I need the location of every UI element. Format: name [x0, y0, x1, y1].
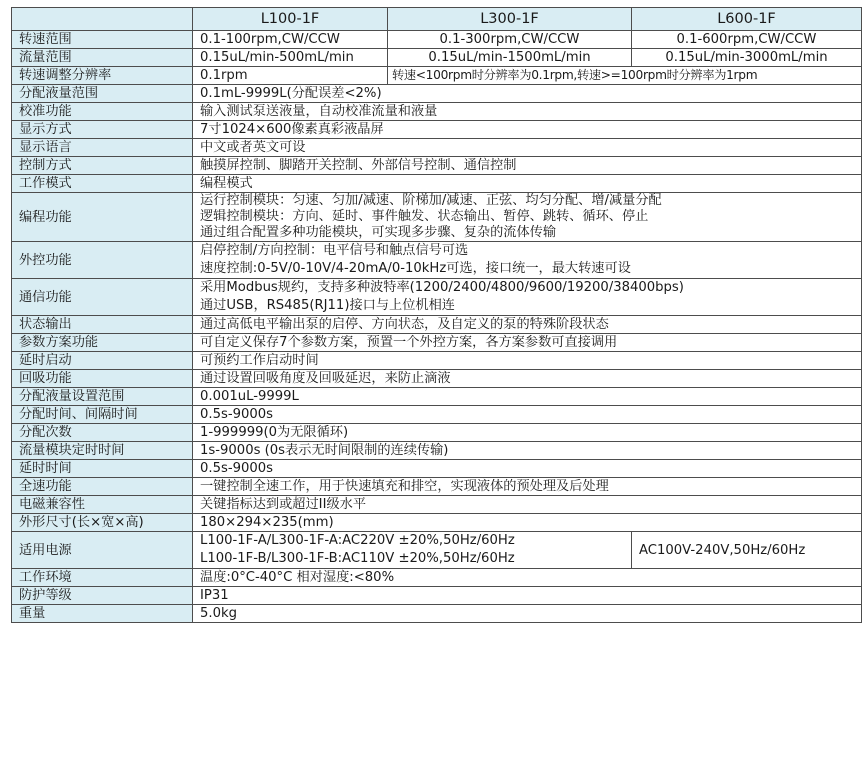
- spec-value: 通过设置回吸角度及回吸延迟，来防止滴液: [193, 370, 862, 388]
- header-corner: [12, 8, 193, 31]
- spec-label: 工作模式: [12, 175, 193, 193]
- spec-row: [12, 316, 862, 334]
- spec-label: 延时启动: [12, 352, 193, 370]
- spec-value: 中文或者英文可设: [193, 139, 862, 157]
- row-communication: [12, 279, 862, 316]
- spec-label: 回吸功能: [12, 370, 193, 388]
- spec-value: 1s-9000s (0s表示无时间限制的连续传输): [193, 442, 862, 460]
- resolution-note: 转速<100rpm时分辨率为0.1rpm,转速>=100rpm时分辨率为1rpm: [388, 67, 862, 85]
- spec-label: 工作环境: [12, 569, 193, 587]
- model-header-l600: L600-1F: [632, 8, 862, 31]
- spec-row: [12, 370, 862, 388]
- spec-label: 外形尺寸(长×宽×高): [12, 514, 193, 532]
- spec-table: [11, 7, 862, 623]
- spec-row: [12, 352, 862, 370]
- speed-range-l600: 0.1-600rpm,CW/CCW: [632, 31, 862, 49]
- spec-label: 显示方式: [12, 121, 193, 139]
- spec-value: 1-999999(0为无限循环): [193, 424, 862, 442]
- spec-row: [12, 103, 862, 121]
- model-header-l100: L100-1F: [193, 8, 388, 31]
- resolution-l100: 0.1rpm: [193, 67, 388, 85]
- flow-range-l300: 0.15uL/min-1500mL/min: [388, 49, 632, 67]
- spec-label: 流量模块定时时间: [12, 442, 193, 460]
- spec-value: 0.001uL-9999L: [193, 388, 862, 406]
- row-external: [12, 242, 862, 279]
- speed-range-l100: 0.1-100rpm,CW/CCW: [193, 31, 388, 49]
- programming-line: 逻辑控制模块：方向、延时、事件触发、状态输出、暂停、跳转、循环、停止: [200, 209, 649, 224]
- row-programming: [12, 193, 862, 242]
- spec-row: [12, 121, 862, 139]
- spec-row: [12, 334, 862, 352]
- spec-row: [12, 406, 862, 424]
- row-power: [12, 532, 862, 569]
- communication-lines: [193, 279, 862, 316]
- spec-row: [12, 175, 862, 193]
- label-flow-range: 流量范围: [12, 49, 193, 67]
- row-resolution: [12, 67, 862, 85]
- spec-label: 分配时间、间隔时间: [12, 406, 193, 424]
- flow-range-l600: 0.15uL/min-3000mL/min: [632, 49, 862, 67]
- spec-label: 状态输出: [12, 316, 193, 334]
- label-programming: 编程功能: [12, 193, 193, 242]
- spec-value: 0.5s-9000s: [193, 406, 862, 424]
- spec-row: [12, 587, 862, 605]
- spec-label: 分配液量范围: [12, 85, 193, 103]
- spec-value: 可预约工作启动时间: [193, 352, 862, 370]
- spec-row: [12, 569, 862, 587]
- spec-label: 校准功能: [12, 103, 193, 121]
- spec-label: 控制方式: [12, 157, 193, 175]
- spec-row: [12, 514, 862, 532]
- spec-value: 输入测试泵送液量，自动校准流量和液量: [193, 103, 862, 121]
- power-line: L100-1F-A/L300-1F-A:AC220V ±20%,50Hz/60Hz: [200, 533, 515, 548]
- spec-row: [12, 85, 862, 103]
- flow-range-l100: 0.15uL/min-500mL/min: [193, 49, 388, 67]
- spec-row: [12, 496, 862, 514]
- programming-line: 通过组合配置多种功能模块，可实现多步骤、复杂的流体传输: [200, 225, 557, 240]
- spec-value: 180×294×235(mm): [193, 514, 862, 532]
- spec-value: 关键指标达到或超过II级水平: [193, 496, 862, 514]
- spec-label: 分配次数: [12, 424, 193, 442]
- spec-label: 电磁兼容性: [12, 496, 193, 514]
- external-line: 速度控制:0-5V/0-10V/4-20mA/0-10kHz可选，接口统一，最大转速可设: [200, 261, 631, 276]
- spec-row: [12, 442, 862, 460]
- spec-value: 编程模式: [193, 175, 862, 193]
- model-header-l300: L300-1F: [388, 8, 632, 31]
- spec-value: 5.0kg: [193, 605, 862, 623]
- programming-line: 运行控制模块：匀速、匀加/减速、阶梯加/减速、正弦、均匀分配、增/减量分配: [200, 193, 662, 208]
- spec-row: [12, 424, 862, 442]
- power-l600: AC100V-240V,50Hz/60Hz: [632, 532, 862, 569]
- external-line: 启停控制/方向控制：电平信号和触点信号可选: [200, 243, 469, 258]
- power-lines: [193, 532, 632, 569]
- external-lines: [193, 242, 862, 279]
- row-speed-range: [12, 31, 862, 49]
- spec-row: [12, 478, 862, 496]
- spec-value: 7寸1024×600像素真彩液晶屏: [193, 121, 862, 139]
- spec-row: [12, 605, 862, 623]
- spec-row: [12, 388, 862, 406]
- spec-value: 可自定义保存7个参数方案，预置一个外控方案，各方案参数可直接调用: [193, 334, 862, 352]
- header-row: [12, 8, 862, 31]
- spec-value: 触摸屏控制、脚踏开关控制、外部信号控制、通信控制: [193, 157, 862, 175]
- spec-value: IP31: [193, 587, 862, 605]
- label-external: 外控功能: [12, 242, 193, 279]
- row-flow-range: [12, 49, 862, 67]
- spec-row: [12, 157, 862, 175]
- speed-range-l300: 0.1-300rpm,CW/CCW: [388, 31, 632, 49]
- communication-line: 通过USB，RS485(RJ11)接口与上位机相连: [200, 298, 455, 313]
- label-power: 适用电源: [12, 532, 193, 569]
- spec-row: [12, 460, 862, 478]
- label-resolution: 转速调整分辨率: [12, 67, 193, 85]
- spec-label: 显示语言: [12, 139, 193, 157]
- spec-label: 全速功能: [12, 478, 193, 496]
- spec-value: 0.1mL-9999L(分配误差<2%): [193, 85, 862, 103]
- spec-row: [12, 139, 862, 157]
- spec-value: 一键控制全速工作，用于快速填充和排空，实现液体的预处理及后处理: [193, 478, 862, 496]
- spec-label: 重量: [12, 605, 193, 623]
- power-line: L100-1F-B/L300-1F-B:AC110V ±20%,50Hz/60Hz: [200, 551, 515, 566]
- spec-label: 延时时间: [12, 460, 193, 478]
- spec-value: 温度:0°C-40°C 相对湿度:<80%: [193, 569, 862, 587]
- spec-value: 0.5s-9000s: [193, 460, 862, 478]
- programming-lines: [193, 193, 862, 242]
- spec-label: 防护等级: [12, 587, 193, 605]
- spec-label: 参数方案功能: [12, 334, 193, 352]
- spec-value: 通过高低电平输出泵的启停、方向状态，及自定义的泵的特殊阶段状态: [193, 316, 862, 334]
- spec-label: 分配液量设置范围: [12, 388, 193, 406]
- label-communication: 通信功能: [12, 279, 193, 316]
- label-speed-range: 转速范围: [12, 31, 193, 49]
- communication-line: 采用Modbus规约，支持多种波特率(1200/2400/4800/9600/19200/38400bps): [200, 280, 684, 295]
